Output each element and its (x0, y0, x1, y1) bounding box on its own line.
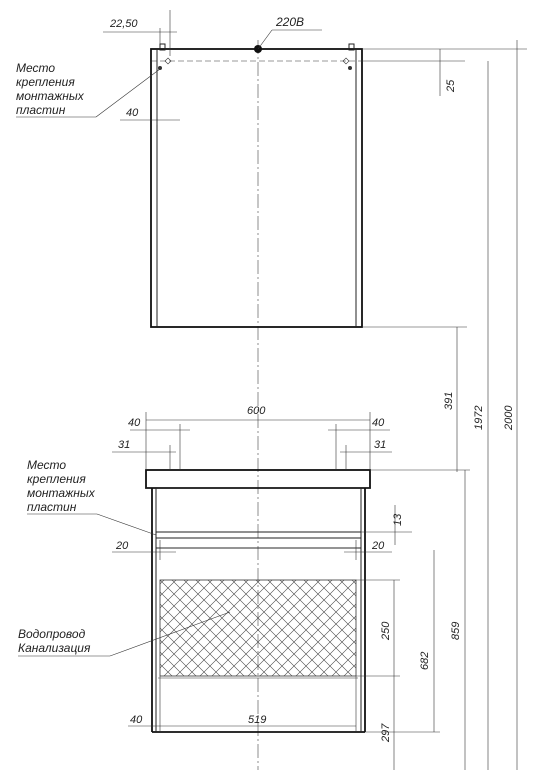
dim-519: 519 (248, 714, 267, 726)
dim-297: 297 (380, 723, 392, 742)
mount-label-bottom (27, 458, 156, 535)
dim-left-20: 20 (116, 540, 129, 552)
dim-25: 25 (445, 79, 457, 92)
dim-left-40: 40 (128, 417, 141, 429)
upper-cabinet (151, 44, 362, 327)
power-label: 220В (276, 15, 305, 29)
svg-text:монтажных: монтажных (16, 89, 84, 103)
dim-2000: 2000 (503, 405, 515, 430)
svg-text:Канализация: Канализация (18, 641, 91, 655)
dim-13: 13 (392, 513, 404, 526)
svg-text:монтажных: монтажных (27, 486, 95, 500)
svg-text:крепления: крепления (16, 75, 75, 89)
utility-zone (160, 580, 356, 676)
dim-1972: 1972 (473, 405, 485, 430)
svg-text:Водопровод: Водопровод (18, 627, 86, 641)
svg-text:Место: Место (27, 458, 67, 472)
svg-text:крепления: крепления (27, 472, 86, 486)
dim-22-50: 22,50 (110, 18, 138, 30)
dim-600: 600 (247, 405, 266, 417)
svg-text:Место: Место (16, 61, 56, 75)
dim-right-20: 20 (372, 540, 385, 552)
svg-text:пластин: пластин (27, 500, 77, 514)
dim-391: 391 (443, 391, 455, 410)
svg-text:пластин: пластин (16, 103, 66, 117)
dim-250: 250 (380, 621, 392, 640)
dim-bottom-40: 40 (130, 714, 143, 726)
dim-682: 682 (419, 651, 431, 670)
dim-right-31: 31 (374, 439, 387, 451)
mount-label-top (16, 61, 160, 117)
dim-right-40: 40 (372, 417, 385, 429)
dim-top-40: 40 (126, 107, 139, 119)
dim-859: 859 (450, 621, 462, 640)
dim-left-31: 31 (118, 439, 131, 451)
